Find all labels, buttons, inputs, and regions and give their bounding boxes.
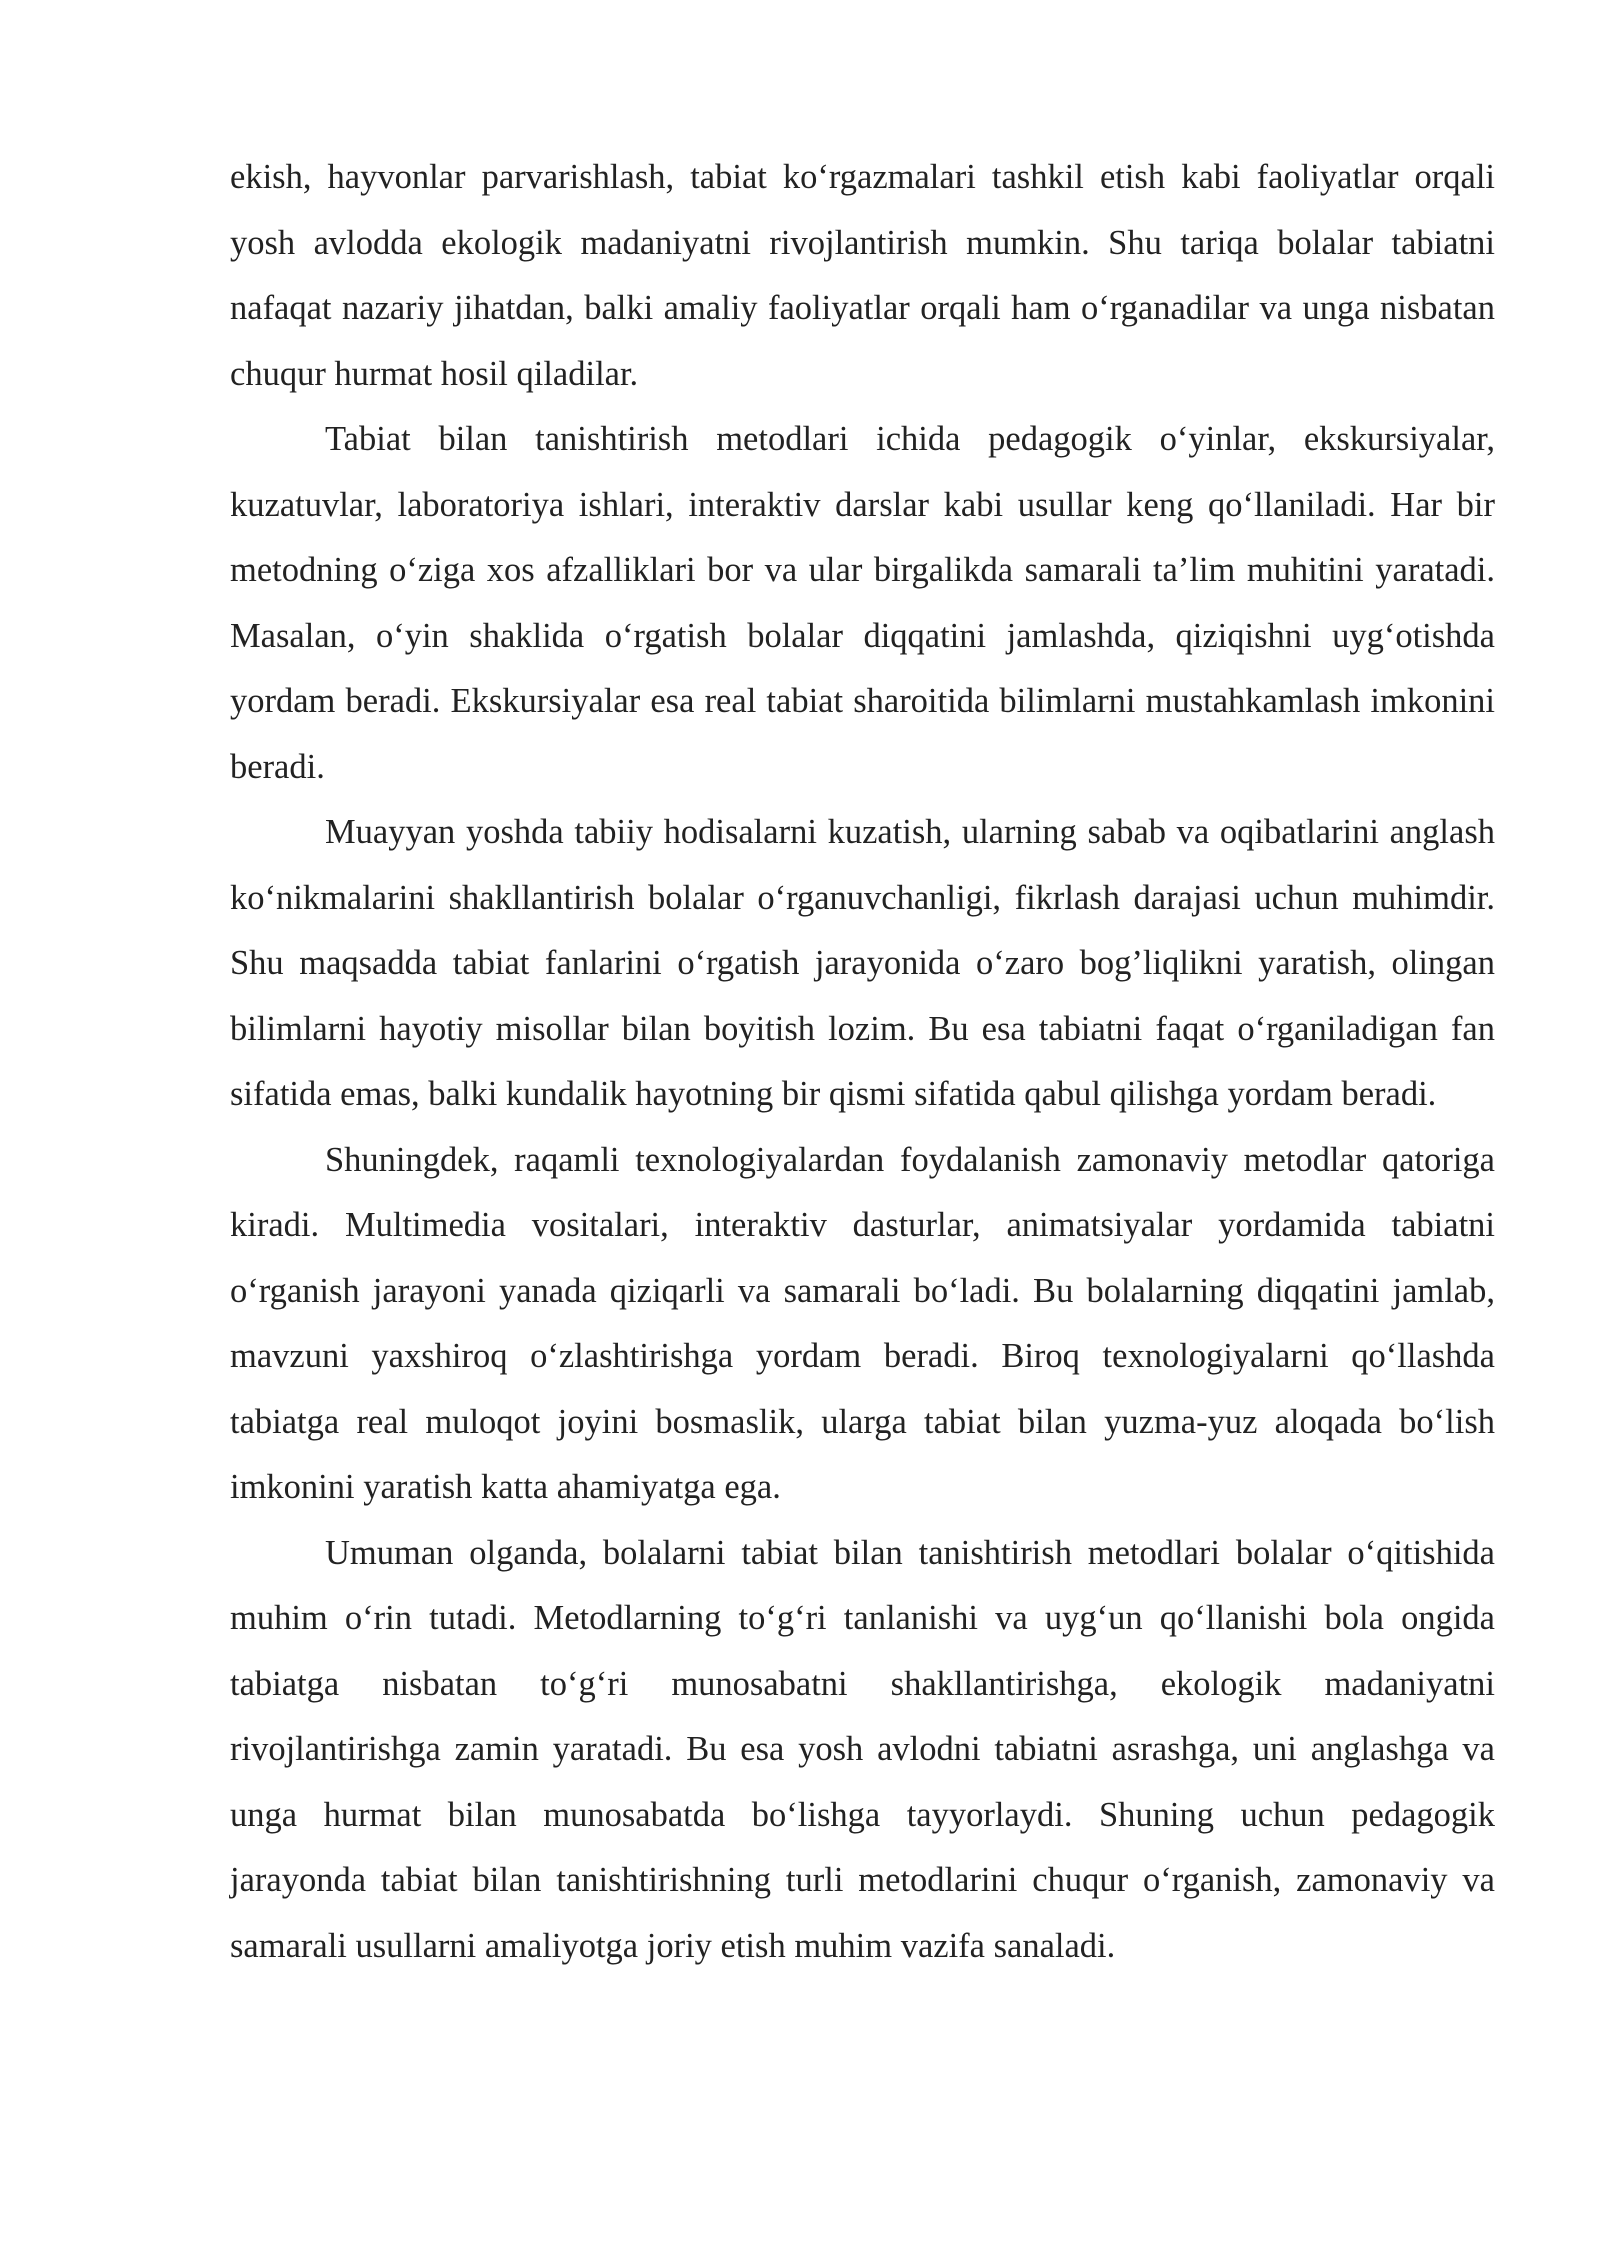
paragraph-natural-phenomena: Muayyan yoshda tabiiy hodisalarni kuzatish, ularning sabab va oqibatlarini anglash ko‘nikmalarini shakllantirish bolalar o‘rganuvchanligi, fikrlash darajasi uchun muhimdir. Shu maqsadda tabiat fanlarini o‘rgatish jarayonida o‘zaro bog’liqlikni yaratish, olingan bilimlarni hayotiy misollar bilan boyitish lozim. Bu esa tabiatni faqat o‘rganiladigan fan sifatida emas, balki kundalik hayotning bir qismi sifatida qabul qilishga yordam beradi. xyxy=(230,813,1495,1113)
paragraph-conclusion: Umuman olganda, bolalarni tabiat bilan tanishtirish metodlari bolalar o‘qitishida muhim o‘rin tutadi. Metodlarning to‘g‘ri tanlanishi va uyg‘un qo‘llanishi bola ongida tabiatga nisbatan to‘g‘ri munosabatni shakllantirishga, ekologik madaniyatni rivojlantirishga zamin yaratadi. Bu esa yosh avlodni tabiatni asrashga, uni anglashga va unga hurmat bilan munosabatda bo‘lishga tayyorlaydi. Shuning uchun pedagogik jarayonda tabiat bilan tanishtirishning turli metodlarini chuqur o‘rganish, zamonaviy va samarali usullarni amaliyotga joriy etish muhim vazifa sanaladi. xyxy=(230,1533,1495,1965)
paragraph-continuation: ekish, hayvonlar parvarishlash, tabiat ko‘rgazmalari tashkil etish kabi faoliyatlar orqali yosh avlodda ekologik madaniyatni rivojlantirish mumkin. Shu tariqa bolalar tabiatni nafaqat nazariy jihatdan, balki amaliy faoliyatlar orqali ham o‘rganadilar va unga nisbatan chuqur hurmat hosil qiladilar. xyxy=(230,158,1495,393)
document-body xyxy=(230,145,1495,1979)
paragraph-teaching-methods: Tabiat bilan tanishtirish metodlari ichida pedagogik o‘yinlar, ekskursiyalar, kuzatuvlar, laboratoriya ishlari, interaktiv darslar kabi usullar keng qo‘llaniladi. Har bir metodning o‘ziga xos afzalliklari bor va ular birgalikda samarali ta’lim muhitini yaratadi. Masalan, o‘yin shaklida o‘rgatish bolalar diqqatini jamlashda, qiziqishni uyg‘otishda yordam beradi. Ekskursiyalar esa real tabiat sharoitida bilimlarni mustahkamlash imkonini beradi. xyxy=(230,420,1495,786)
paragraph-digital-technologies: Shuningdek, raqamli texnologiyalardan foydalanish zamonaviy metodlar qatoriga kiradi. Multimedia vositalari, interaktiv dasturlar, animatsiyalar yordamida tabiatni o‘rganish jarayoni yanada qiziqarli va samarali bo‘ladi. Bu bolalarning diqqatini jamlab, mavzuni yaxshiroq o‘zlashtirishga yordam beradi. Biroq texnologiyalarni qo‘llashda tabiatga real muloqot joyini bosmaslik, ularga tabiat bilan yuzma-yuz aloqada bo‘lish imkonini yaratish katta ahamiyatga ega. xyxy=(230,1140,1495,1506)
